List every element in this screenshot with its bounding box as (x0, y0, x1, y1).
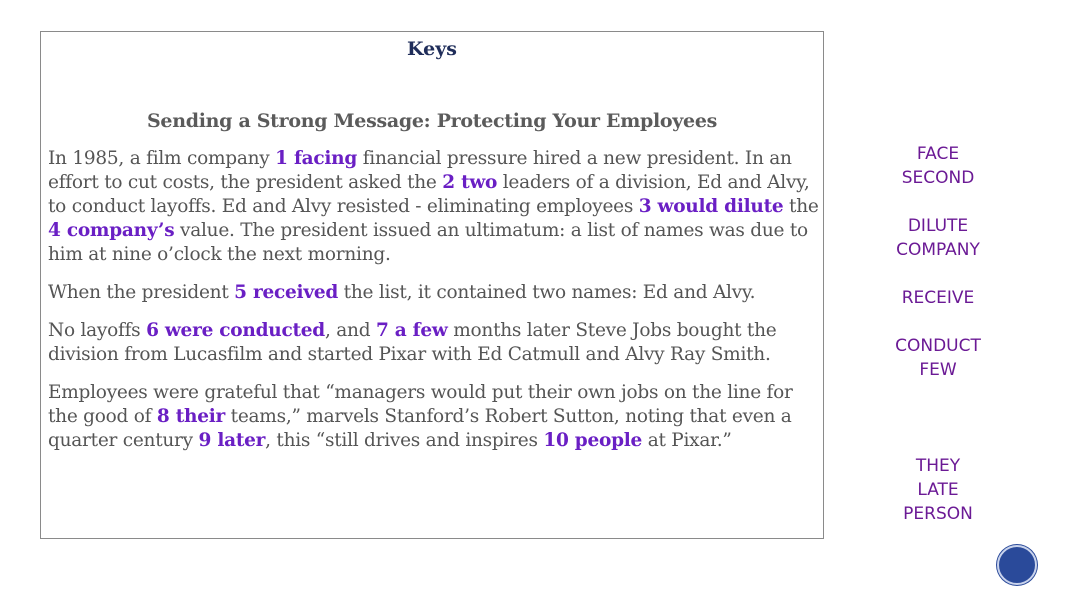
paragraph-text: at Pixar.” (642, 430, 732, 451)
paragraph-text: , and (325, 320, 376, 341)
paragraph-text: months later Steve Jobs bought the division from Lucasfilm and started Pixar with Ed Catmull and Alvy Ray Smith. (48, 320, 777, 365)
side-word: FEW (919, 360, 957, 380)
paragraph-text: value. The president issued an ultimatum: a list of names was due to him at nine o’clock the next morning. (48, 220, 808, 265)
article-paragraph (48, 319, 820, 367)
paragraph-text: the (783, 196, 819, 217)
paragraph-text: No layoffs (48, 320, 147, 341)
paragraph-text: the list, it contained two names: Ed and Alvy. (338, 282, 756, 303)
paragraph-text: Employees were grateful that “managers would put their own jobs on the line for the good of (48, 382, 793, 427)
answer-key: 4 company’s (48, 220, 175, 241)
answer-key: 7 a few (375, 320, 448, 341)
side-word: COMPANY (896, 240, 980, 260)
keys-card (40, 31, 824, 539)
word-group-2 (860, 214, 1016, 262)
article-body (48, 147, 820, 467)
answer-key: 3 would dilute (638, 196, 784, 217)
answer-key: 10 people (543, 430, 643, 451)
answer-key: 5 received (234, 282, 339, 303)
article-paragraph (48, 147, 820, 267)
word-group-4 (860, 334, 1016, 382)
side-word: DILUTE (907, 216, 969, 236)
page-title: Keys (407, 38, 457, 60)
word-group-5 (860, 454, 1016, 526)
side-word: THEY (915, 456, 961, 476)
paragraph-text: In 1985, a film company (48, 148, 276, 169)
word-group-1 (860, 142, 1016, 190)
paragraph-text: When the president (48, 282, 235, 303)
paragraph-text: teams,” marvels Stanford’s Robert Sutton, noting that even a quarter century (48, 406, 792, 451)
answer-key: 1 facing (275, 148, 358, 169)
paragraph-text: financial pressure hired a new president. In an effort to cut costs, the president asked the (48, 148, 792, 193)
circle-nav-icon[interactable] (997, 545, 1037, 585)
article-paragraph (48, 281, 820, 305)
article-paragraph (48, 381, 820, 453)
side-word: PERSON (903, 504, 973, 524)
side-word: RECEIVE (901, 288, 975, 308)
side-word: CONDUCT (895, 336, 981, 356)
answer-key: 8 their (156, 406, 225, 427)
side-word: LATE (917, 480, 959, 500)
answer-key: 6 were conducted (146, 320, 325, 341)
article-heading: Sending a Strong Message: Protecting Your Employees (147, 110, 717, 132)
side-word: FACE (916, 144, 960, 164)
word-group-3 (860, 286, 1016, 310)
paragraph-text: leaders of a division, Ed and Alvy, to conduct layoffs. Ed and Alvy resisted - eliminating employees (48, 172, 810, 217)
paragraph-text: , this “still drives and inspires (265, 430, 544, 451)
answer-key: 9 later (198, 430, 266, 451)
side-word: SECOND (901, 168, 975, 188)
answer-key: 2 two (442, 172, 498, 193)
